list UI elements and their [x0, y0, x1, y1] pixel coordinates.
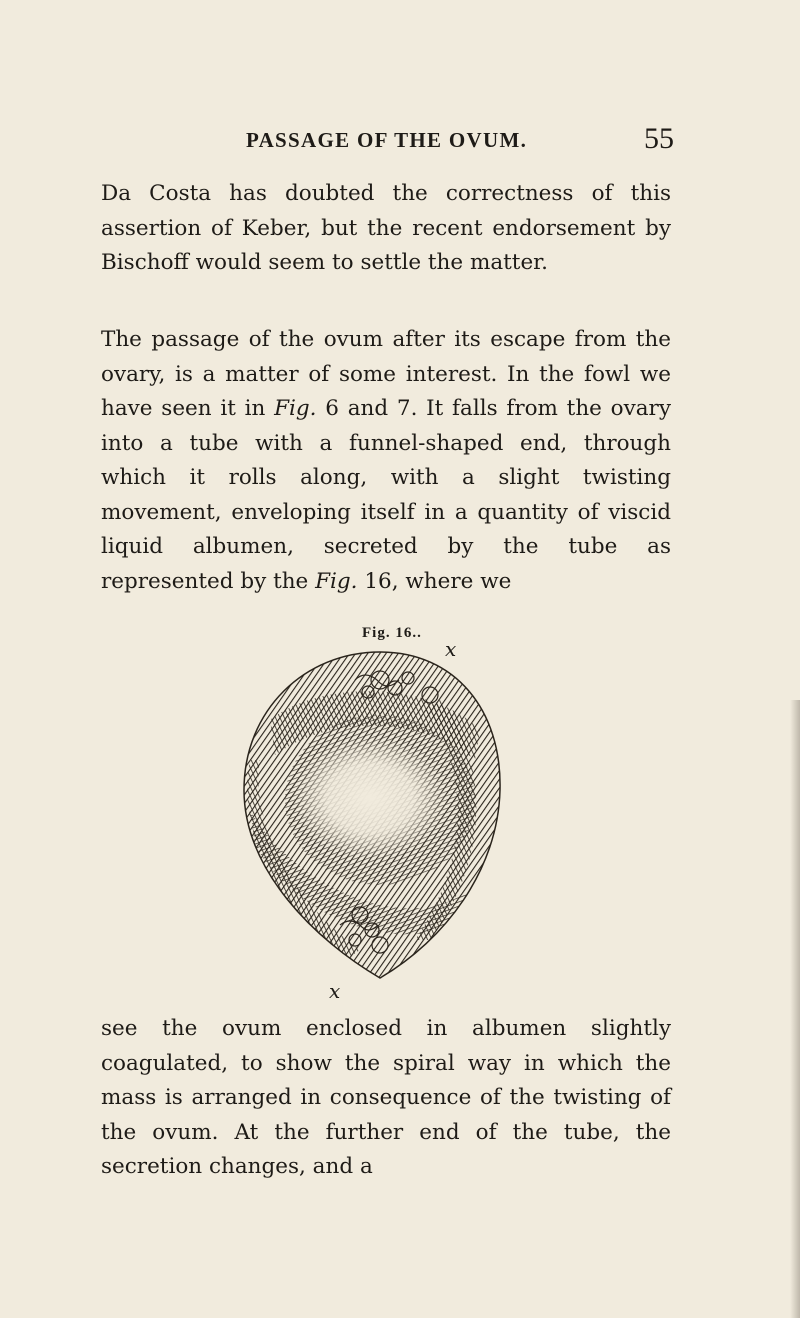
page-number: 55 — [644, 122, 674, 155]
page-edge-shadow — [790, 700, 800, 1318]
paragraph-1 — [101, 177, 671, 281]
text-run: 6 and 7. It falls from the ovary into a tube with a funnel-shaped end, through which it rolls along, with a slight twisting movement, enveloping itself in a quantity of viscid liquid albumen, secreted by the tube as represented by the — [101, 396, 671, 594]
page-header — [0, 122, 800, 166]
figure-reference: Fig. — [274, 396, 317, 421]
text-run: 16, where we — [357, 568, 512, 594]
text-run: see the ovum enclosed in albumen slightly coagulated, to show the spiral way in which the mass is arranged in consequence of the twisting of the ovum. At the further end of the tube, the secretion changes, and a — [101, 1016, 671, 1179]
figure-caption: Fig. 16.. — [362, 625, 422, 641]
figure-reference: Fig. — [315, 568, 358, 594]
text-run: Da Costa has doubted the correctness of this assertion of Keber, but the recent endorsement by Bischoff would seem to settle the matter. — [101, 181, 671, 275]
figure-ovum-albumen-illustration — [230, 640, 530, 1005]
paragraph-2 — [101, 323, 671, 599]
figure-label-top: x — [445, 640, 457, 661]
paragraph-3 — [101, 1012, 671, 1185]
running-title: PASSAGE OF THE OVUM. — [246, 128, 528, 152]
figure-label-bottom: x — [329, 979, 341, 1003]
ovum-highlight — [292, 736, 448, 860]
text-run: The passage of the ovum after its escape from the ovary, is a matter of some interest. In the fowl we have seen it in — [101, 327, 671, 421]
